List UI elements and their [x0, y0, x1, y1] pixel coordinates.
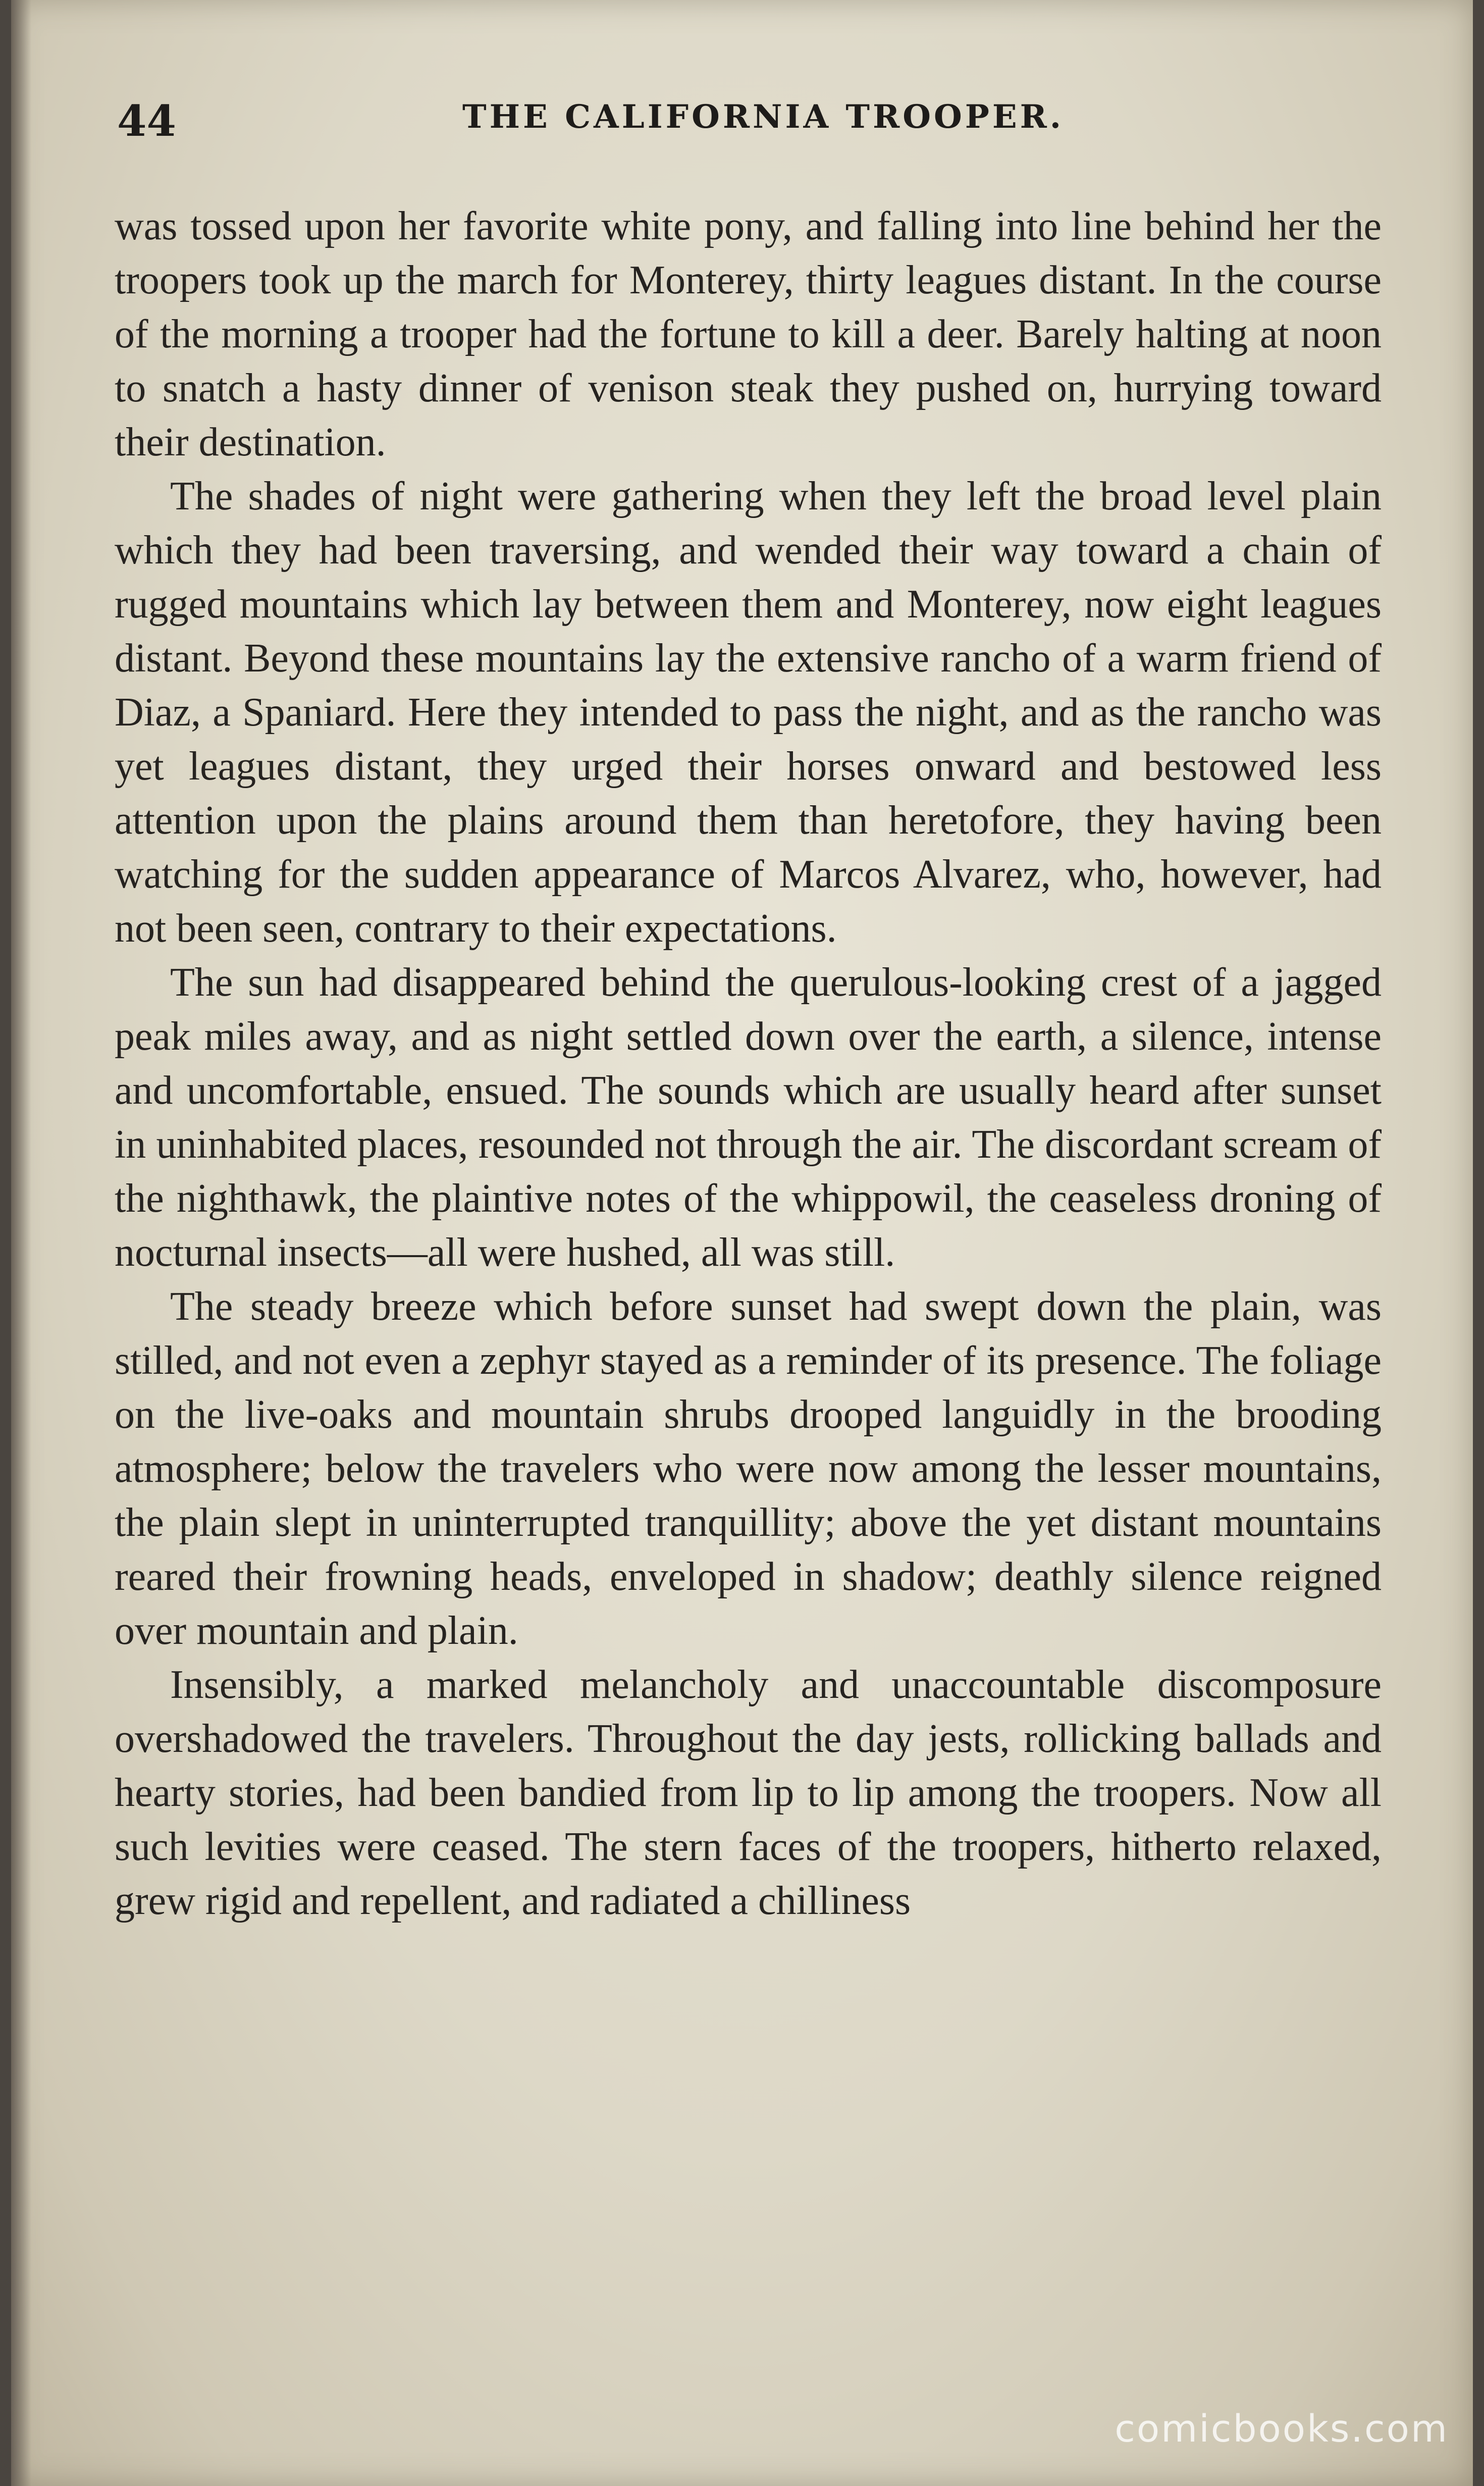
body-text — [115, 199, 1382, 1928]
page-header — [107, 91, 1389, 151]
running-head: THE CALIFORNIA TROOPER. — [462, 98, 1065, 136]
paragraph-3: The sun had disappeared behind the querulous-looking crest of a jagged peak miles away, and as night settled down over the earth, a silence, intense and uncomfortable, ensued. The sounds which are usually heard after sunset in uninhabited places, resounded not through the air. The discordant scream of the nighthawk, the plaintive notes of the whippowil, the ceaseless droning of nocturnal insects—all were hushed, all was still. — [115, 960, 1382, 1275]
paragraph-2: The shades of night were gathering when they left the broad level plain which they had been traversing, and wended their way toward a chain of rugged mountains which lay between them and Monterey, now eight leagues distant. Beyond these mountains lay the extensive rancho of a warm friend of Diaz, a Spaniard. Here they intended to pass the night, and as the rancho was yet leagues distant, they urged their horses onward and bestowed less attention upon the plains around them than heretofore, they having been watching for the sudden appearance of Marcos Alvarez, who, however, had not been seen, contrary to their expectations. — [115, 474, 1382, 951]
paragraph-4: The steady breeze which before sunset had swept down the plain, was stilled, and not even a zephyr stayed as a reminder of its presence. The foliage on the live-oaks and mountain shrubs drooped languidly in the brooding atmosphere; below the travelers who were now among the lesser mountains, the plain slept in uninterrupted tranquillity; above the yet distant mountains reared their frowning heads, enveloped in shadow; deathly silence reigned over mountain and plain. — [115, 1284, 1382, 1653]
page-edge-shadow — [11, 0, 31, 2486]
paragraph-1: was tossed upon her favorite white pony, and falling into line behind her the troopers took up the march for Monterey, thirty leagues distant. In the course of the morning a trooper had the fortune to kill a deer. Barely halting at noon to snatch a hasty dinner of venison steak they pushed on, hurrying toward their destination. — [115, 204, 1382, 464]
watermark: comicbooks.com — [1115, 2407, 1449, 2451]
page-number: 44 — [117, 96, 176, 146]
paragraph-5: Insensibly, a marked melancholy and unaccountable discomposure overshadowed the travelers. Throughout the day jests, rollicking ballads and hearty stories, had been bandied from lip to lip among the troopers. Now all such levities were ceased. The stern faces of the troopers, hitherto relaxed, grew rigid and repellent, and radiated a chilliness — [115, 1663, 1382, 1923]
book-page — [11, 0, 1473, 2486]
